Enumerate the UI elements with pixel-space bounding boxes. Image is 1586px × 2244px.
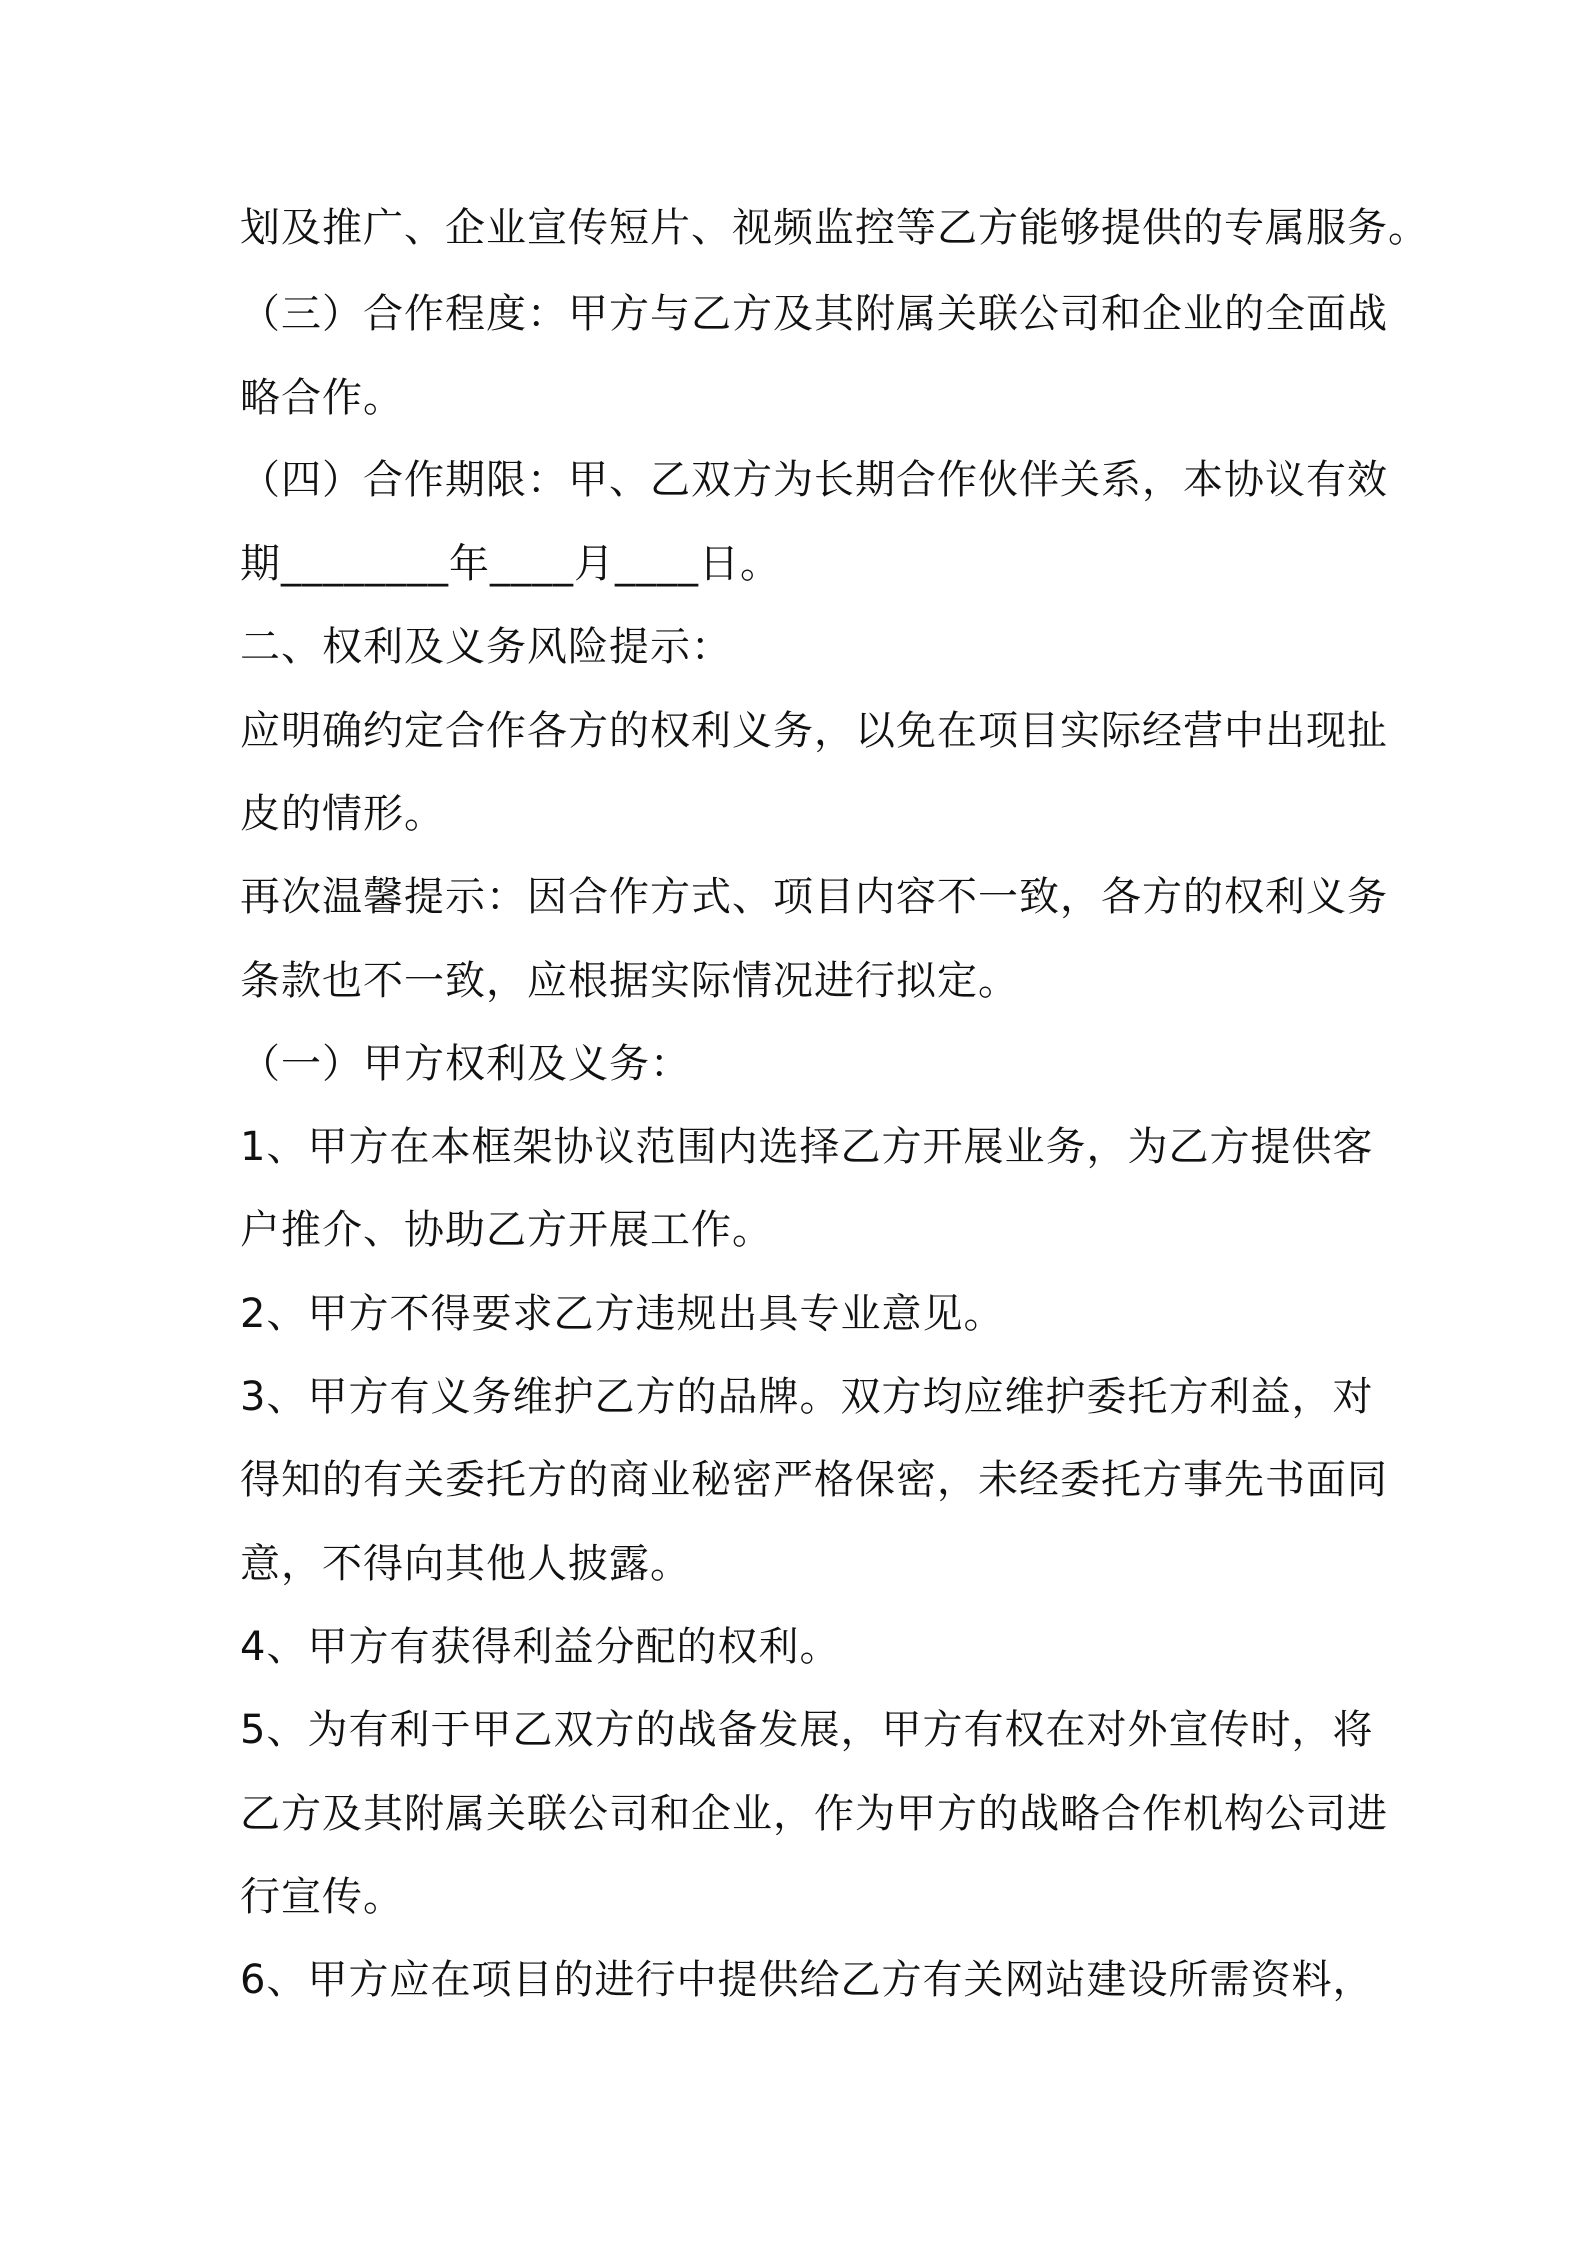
text-line: 行宣传。 (240, 1874, 404, 1920)
text-line: 条款也不一致，应根据实际情况进行拟定。 (240, 958, 1019, 1004)
text-line: 略合作。 (240, 375, 404, 421)
text-line: 户推介、协助乙方开展工作。 (240, 1207, 773, 1253)
text-line: 3、甲方有义务维护乙方的品牌。双方均应维护委托方利益，对 (240, 1374, 1374, 1420)
text-line: 期________年____月____日。 (240, 541, 781, 587)
section-heading: 二、权利及义务风险提示： (240, 624, 732, 670)
text-line: 应明确约定合作各方的权利义务，以免在项目实际经营中出现扯 (240, 708, 1388, 754)
text-line: 得知的有关委托方的商业秘密严格保密，未经委托方事先书面同 (240, 1457, 1388, 1503)
subsection-heading: （一）甲方权利及义务： (240, 1041, 691, 1087)
text-line: 皮的情形。 (240, 791, 445, 837)
text-line: 2、甲方不得要求乙方违规出具专业意见。 (240, 1291, 1005, 1337)
text-line: 意，不得向其他人披露。 (240, 1541, 691, 1587)
text-line: 再次温馨提示：因合作方式、项目内容不一致，各方的权利义务 (240, 874, 1388, 920)
text-line: （四）合作期限：甲、乙双方为长期合作伙伴关系，本协议有效 (240, 457, 1388, 503)
text-line: 4、甲方有获得利益分配的权利。 (240, 1624, 841, 1670)
text-line: （三）合作程度：甲方与乙方及其附属关联公司和企业的全面战 (240, 291, 1388, 337)
text-line: 乙方及其附属关联公司和企业，作为甲方的战略合作机构公司进 (240, 1791, 1388, 1837)
text-line: 1、甲方在本框架协议范围内选择乙方开展业务，为乙方提供客 (240, 1124, 1374, 1170)
text-line: 6、甲方应在项目的进行中提供给乙方有关网站建设所需资料， (240, 1957, 1374, 2003)
text-line: 5、为有利于甲乙双方的战备发展，甲方有权在对外宣传时，将 (240, 1707, 1374, 1753)
text-line: 划及推广、企业宣传短片、视频监控等乙方能够提供的专属服务。 (240, 205, 1429, 251)
